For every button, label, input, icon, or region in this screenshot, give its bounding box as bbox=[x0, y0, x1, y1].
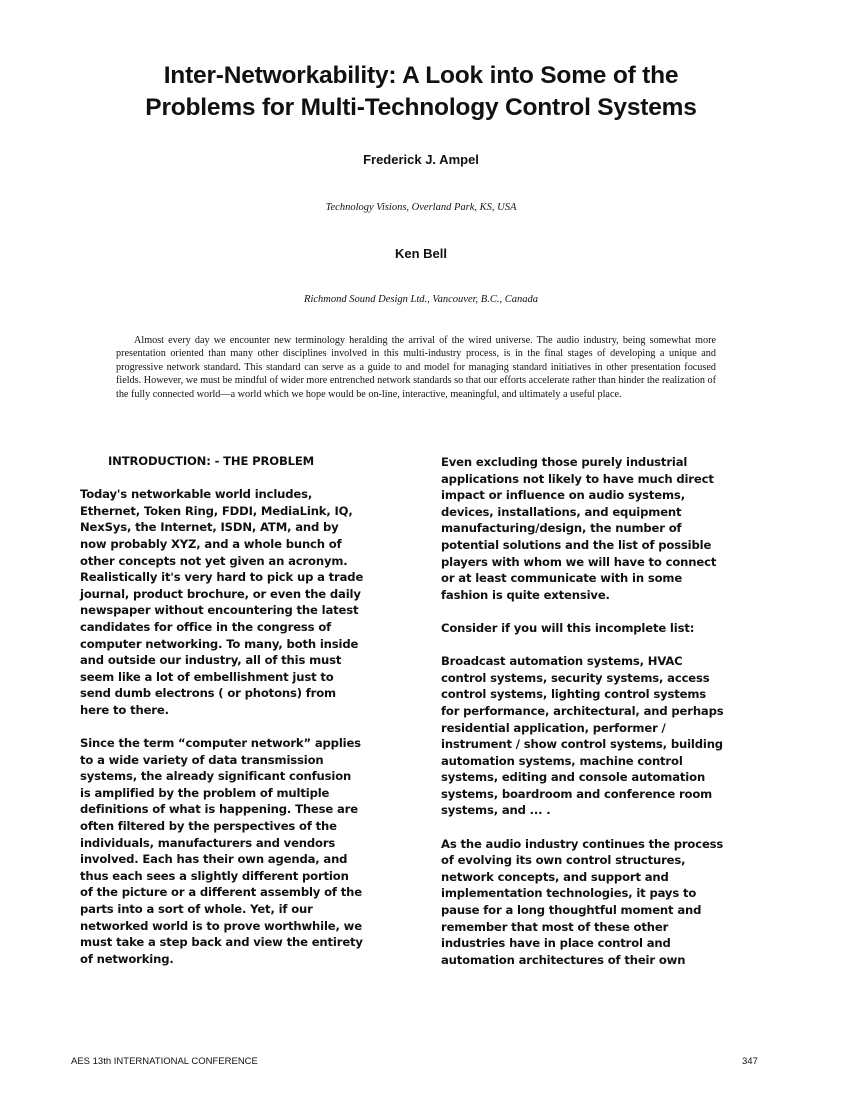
body-paragraph: Today's networkable world includes, Ethernet, Token Ring, FDDI, MediaLink, IQ, NexSys, the Internet, ISDN, ATM, and by now probably XYZ, and a whole bunch of other concepts not yet given an acronym. Realistically it's very hard to pick up a trade journal, product brochure, or even the daily newspaper without encountering the latest candidates for office in the congress of computer networking. To many, both inside and outside our industry, all of this must seem like a lot of embellishment just to send dumb electrons ( or photons) from here to there. bbox=[80, 487, 364, 717]
author-name-1: Frederick J. Ampel bbox=[363, 152, 479, 167]
title-line-1: Inter-Networkability: A Look into Some of the bbox=[163, 62, 679, 89]
body-paragraph: As the audio industry continues the process of evolving its own control structures, network concepts, and support and implementation technologies, it pays to pause for a long thoughtful moment and remember that most of these other industries have in place control and automation architectures of their own bbox=[441, 836, 724, 967]
body-paragraph: Since the term “computer network” applies to a wide variety of data transmission systems, the already significant confusion is amplified by the problem of multiple definitions of what is happening. These are often filtered by the perspectives of the individuals, manufacturers and vendors involved. Each has their own agenda, and thus each sees a slightly different portion of the picture or a different assembly of the parts into a sort of whole. Yet, if our networked world is to prove worthwhile, we must take a step back and view the entirety of networking. bbox=[80, 736, 363, 966]
author-name-2: Ken Bell bbox=[394, 246, 447, 261]
page-number: 347 bbox=[742, 1056, 758, 1067]
section-heading: INTRODUCTION: - THE PROBLEM bbox=[108, 454, 315, 468]
title-line-2: Problems for Multi-Technology Control Systems bbox=[145, 94, 697, 121]
body-paragraph: Consider if you will this incomplete list: bbox=[441, 620, 695, 635]
body-paragraph: Broadcast automation systems, HVAC control systems, security systems, access control systems, lighting control systems for performance, architectural, and perhaps residential application, performer / instrument / show control systems, building automation systems, machine control systems, editing and console automation systems, boardroom and conference room systems, and ... . bbox=[441, 654, 724, 818]
author-affiliation-2: Richmond Sound Design Ltd., Vancouver, B.C., Canada bbox=[304, 294, 538, 305]
paper-title bbox=[60, 60, 782, 124]
author-affiliation-1: Technology Visions, Overland Park, KS, USA bbox=[325, 202, 517, 213]
footer-conference: AES 13th INTERNATIONAL CONFERENCE bbox=[71, 1056, 258, 1067]
body-paragraph: Even excluding those purely industrial applications not likely to have much direct impact or influence on audio systems, devices, installations, and equipment manufacturing/design, the number of potential solutions and the list of possible players with whom we will have to connect or at least communicate with in some fashion is quite extensive. bbox=[441, 455, 717, 602]
abstract: Almost every day we encounter new terminology heralding the arrival of the wired universe. The audio industry, being somewhat more presentation oriented than many other disciplines involved in this multi-industry process, is in the final stages of developing a unique and progressive network standard. This standard can serve as a guide to and model for managing standard initiatives in other presentation focused fields. However, we must be mindful of wider more entrenched network standards so that our efforts accelerate rather than hinder the realization of the fully connected world—a world which we hope would be on-line, interactive, meaningful, and ultimately a useful place. bbox=[116, 335, 716, 400]
right-column bbox=[441, 454, 726, 985]
left-column bbox=[80, 453, 365, 984]
